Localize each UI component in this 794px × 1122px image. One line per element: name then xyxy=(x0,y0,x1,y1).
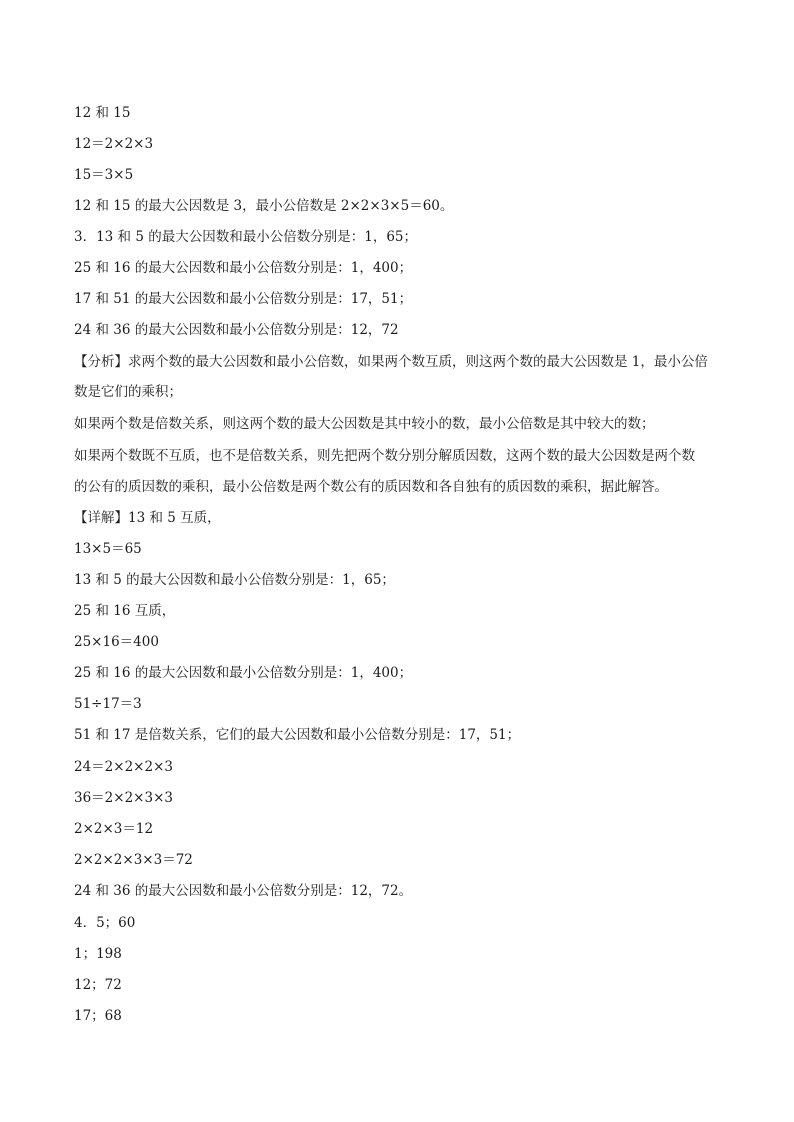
detail-heading-line: 【详解】13 和 5 互质， xyxy=(74,510,221,526)
text-line: 24 和 36 的最大公因数和最小公倍数分别是：12，72。 xyxy=(74,883,413,899)
text-line: 36＝2×2×3×3 xyxy=(74,790,173,806)
text-line: 4．5；60 xyxy=(74,915,136,931)
text-line: 24＝2×2×2×3 xyxy=(74,759,173,775)
text-line: 3．13 和 5 的最大公因数和最小公倍数分别是：1，65； xyxy=(74,229,417,245)
text-line: 51÷17＝3 xyxy=(74,696,142,712)
text-line: 的公有的质因数的乘积，最小公倍数是两个数公有的质因数和各自独有的质因数的乘积，据此解答。 xyxy=(74,479,668,495)
text-line: 12 和 15 的最大公因数是 3，最小公倍数是 2×2×3×5＝60。 xyxy=(74,198,454,214)
text-line: 2×2×2×3×3＝72 xyxy=(74,852,193,868)
text-line: 25 和 16 互质， xyxy=(74,603,176,619)
text-line: 1；198 xyxy=(74,946,122,962)
text-line: 12＝2×2×3 xyxy=(74,136,154,152)
text-line: 25 和 16 的最大公因数和最小公倍数分别是：1，400； xyxy=(74,260,413,276)
text-line: 17 和 51 的最大公因数和最小公倍数分别是：17，51； xyxy=(74,291,413,307)
text-line: 13×5＝65 xyxy=(74,541,142,557)
text-line: 15＝3×5 xyxy=(74,167,134,183)
text-line: 24 和 36 的最大公因数和最小公倍数分别是：12，72 xyxy=(74,322,399,338)
text-line: 13 和 5 的最大公因数和最小公倍数分别是：1，65； xyxy=(74,572,395,588)
text-line: 25 和 16 的最大公因数和最小公倍数分别是：1，400； xyxy=(74,665,413,681)
text-line: 12；72 xyxy=(74,977,122,993)
text-line: 17；68 xyxy=(74,1008,122,1024)
text-line: 如果两个数既不互质，也不是倍数关系，则先把两个数分别分解质因数，这两个数的最大公因数是两个数 xyxy=(74,448,695,464)
text-line: 2×2×3＝12 xyxy=(74,821,154,837)
text-line: 51 和 17 是倍数关系，它们的最大公因数和最小公倍数分别是：17，51； xyxy=(74,727,521,743)
analysis-heading-line: 【分析】求两个数的最大公因数和最小公倍数，如果两个数互质，则这两个数的最大公因数是 1，最小公倍 xyxy=(74,354,708,370)
text-line: 如果两个数是倍数关系，则这两个数的最大公因数是其中较小的数，最小公倍数是其中较大的数； xyxy=(74,416,655,432)
text-line: 25×16＝400 xyxy=(74,634,159,650)
text-line: 12 和 15 xyxy=(74,105,131,121)
text-line: 数是它们的乘积； xyxy=(74,384,182,400)
